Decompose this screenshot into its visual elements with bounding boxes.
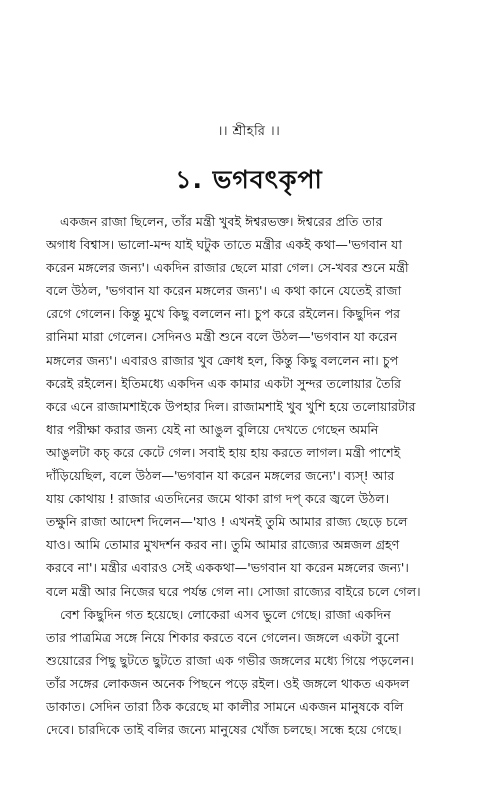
- text-line: বলে মন্ত্রী আর নিজের ঘরে পর্যন্ত গেল না। সোজা রাজ্যের বাইরে চলে গেল।: [46, 583, 421, 599]
- text-line: করে এনে রাজামশাইকে উপহার দিল। রাজামশাই খুব খুশি হয়ে তলোয়ারটার: [46, 398, 416, 414]
- text-line: তার পাত্রমিত্র সঙ্গে নিয়ে শিকার করতে বনে গেলেন। জঙ্গলে একটা বুনো: [46, 629, 400, 645]
- text-line: একজন রাজা ছিলেন, তাঁর মন্ত্রী খুবই ঈশ্বরভক্ত। ঈশ্বরের প্রতি তার: [60, 214, 383, 229]
- text-line: রেগে গেলেন। কিন্তু মুখে কিছু বললেন না। চুপ করে রইলেন। কিছুদিন পর: [46, 306, 401, 322]
- text-line: দেবে। চারদিকে তাই বলির জন্যে মানুষের খোঁজ চলছে। সন্ধে হয়ে গেছে।: [46, 722, 402, 738]
- text-line: যায় কোথায় ! রাজার এতদিনের জমে থাকা রাগ দপ্ করে জ্বলে উঠল।: [46, 491, 390, 507]
- text-line: করবে না'। মন্ত্রীর এবারও সেই এককথা—'ভগবান যা করেন মঙ্গলের জন্য'।: [46, 560, 409, 576]
- invocation-heading: ।। শ্রীহরি ।।: [217, 124, 281, 139]
- text-line: তক্ষুনি রাজা আদেশ দিলেন—'যাও ! এখনই তুমি আমার রাজ্য ছেড়ে চলে: [46, 514, 408, 530]
- chapter-title: ১. ভগবৎকৃপা: [175, 165, 323, 194]
- text-line: অগাধ বিশ্বাস। ভালো-মন্দ যাই ঘটুক তাতে মন্ত্রীর একই কথা—'ভগবান যা: [46, 237, 403, 253]
- text-line: ধার পরীক্ষা করার জন্য যেই না আঙুল বুলিয়ে দেখতে গেছেন অমনি: [46, 421, 379, 437]
- text-line: বলে উঠল, 'ভগবান যা করেন মঙ্গলের জন্য'। এ কথা কানে যেতেই রাজা: [46, 283, 402, 299]
- text-line: আঙুলটা কচ্ করে কেটে গেল। সবাই হায় হায় করতে লাগল। মন্ত্রী পাশেই: [46, 444, 401, 460]
- text-line: শুয়োরের পিছু ছুটতে ছুটতে রাজা এক গভীর জঙ্গলের মধ্যে গিয়ে পড়লেন।: [46, 652, 414, 668]
- text-line: ডাকাত। সেদিন তারা ঠিক করেছে মা কালীর সামনে একজন মানুষকে বলি: [46, 698, 404, 714]
- paragraph-2: [46, 603, 460, 742]
- story-body: [46, 210, 460, 741]
- text-line: বেশ কিছুদিন গত হয়েছে। লোকেরা এসব ভুলে গেছে। রাজা একদিন: [60, 606, 391, 622]
- paragraph-1: [46, 210, 460, 603]
- text-line: করেই রইলেন। ইতিমধ্যে একদিন এক কামার একটা সুন্দর তলোয়ার তৈরি: [46, 375, 402, 391]
- text-line: করেন মঙ্গলের জন্য'। একদিন রাজার ছেলে মারা গেল। সে-খবর শুনে মন্ত্রী: [46, 260, 409, 276]
- text-line: তাঁর সঙ্গের লোকজন অনেক পিছনে পড়ে রইল। ওই জঙ্গলে থাকত একদল: [46, 675, 410, 691]
- text-line: মঙ্গলের জন্য'। এবারও রাজার খুব ক্রোধ হল, কিন্তু কিছু বললেন না। চুপ: [46, 352, 399, 368]
- text-line: দাঁড়িয়েছিল, বলে উঠল—'ভগবান যা করেন মঙ্গলের জন্যে'। ব্যস্! আর: [46, 468, 395, 484]
- text-line: রানিমা মারা গেলেন। সেদিনও মন্ত্রী শুনে বলে উঠল—'ভগবান যা করেন: [46, 329, 398, 345]
- text-line: যাও। আমি তোমার মুখদর্শন করব না। তুমি আমার রাজ্যের অন্নজল গ্রহণ: [46, 537, 400, 553]
